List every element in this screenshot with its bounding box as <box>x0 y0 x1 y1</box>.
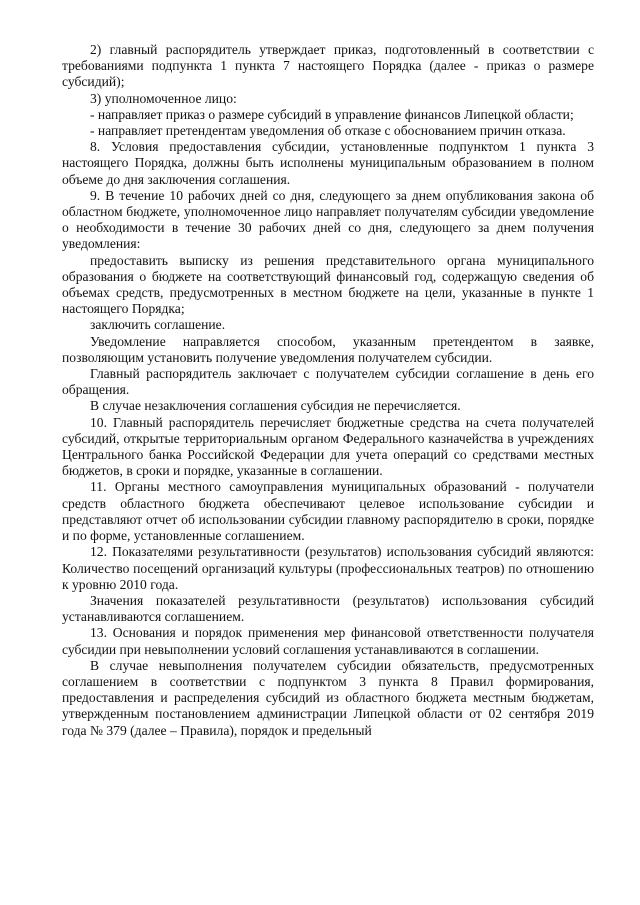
paragraph-conclude-agreement: заключить соглашение. <box>90 317 226 333</box>
paragraph-send-order: - направляет приказ о размере субсидий в управление финансов Липецкой области; <box>90 106 574 122</box>
paragraph-clause-12: 12. Показателями результативности (результатов) использования субсидий являются: Количество посещений организаций культуры (профессиональных театров) по отношению к уровню 2010 года. <box>62 544 594 592</box>
paragraph-notification-method: Уведомление направляется способом, указанным претендентом в заявке, позволяющим установить получение уведомления получателем субсидии. <box>62 333 594 365</box>
paragraph-item-2: 2) главный распорядитель утверждает приказ, подготовленный в соответствии с требованиями подпункта 1 пункта 7 настоящего Порядка (далее - приказ о размере субсидий); <box>62 42 594 90</box>
paragraph-clause-8: 8. Условия предоставления субсидии, установленные подпунктом 1 пункта 3 настоящего Порядка, должны быть исполнены муниципальным образованием в полном объеме до дня заключения соглашения. <box>62 139 594 187</box>
paragraph-send-refusal: - направляет претендентам уведомления об отказе с обоснованием причин отказа. <box>90 123 566 139</box>
paragraph-non-fulfillment: В случае невыполнения получателем субсидии обязательств, предусмотренных соглашением в соответствии с подпунктом 3 пункта 8 Правил формирования, предоставления и распределения субсидий из областного бюджета местным бюджетам, утвержденным постановлением администрации Липецкой области от 02 сентября 2019 года № 379 (далее – Правила), порядок и предельный <box>62 657 594 738</box>
paragraph-clause-11: 11. Органы местного самоуправления муниципальных образований - получатели средств областного бюджета обеспечивают целевое использование субсидии и представляют отчет об использовании субсидии главному распорядителю в сроки, порядке и по форме, установленные соглашением. <box>62 479 594 544</box>
paragraph-clause-10: 10. Главный распорядитель перечисляет бюджетные средства на счета получателей субсидий, открытые территориальным органом Федерального казначейства в учреждениях Центрального банка Российской Федерации для учета операций со средствами местных бюджетов, в сроки и порядке, указанные в соглашении. <box>62 414 594 479</box>
paragraph-provide-extract: предоставить выписку из решения представительного органа муниципального образования о бюджете на соответствующий финансовый год, содержащую сведения об объемах средств, предусмотренных в местном бюджете на цели, указанные в пункте 1 настоящего Порядка; <box>62 252 594 317</box>
paragraph-no-agreement: В случае незаключения соглашения субсидия не перечисляется. <box>90 398 461 414</box>
paragraph-indicator-values: Значения показателей результативности (результатов) использования субсидий устанавливаются соглашением. <box>62 592 594 625</box>
paragraph-item-3: 3) уполномоченное лицо: <box>90 90 237 106</box>
paragraph-agreement-day: Главный распорядитель заключает с получателем субсидии соглашение в день его обращения. <box>62 366 594 398</box>
paragraph-clause-13: 13. Основания и порядок применения мер финансовой ответственности получателя субсидии при невыполнении условий соглашения устанавливаются в соглашении. <box>62 625 594 657</box>
paragraph-clause-9: 9. В течение 10 рабочих дней со дня, следующего за днем опубликования закона об областном бюджете, уполномоченное лицо направляет получателям субсидии уведомление о необходимости в течение 30 рабочих дней со дня, следующего за днем получения уведомления: <box>62 187 594 252</box>
